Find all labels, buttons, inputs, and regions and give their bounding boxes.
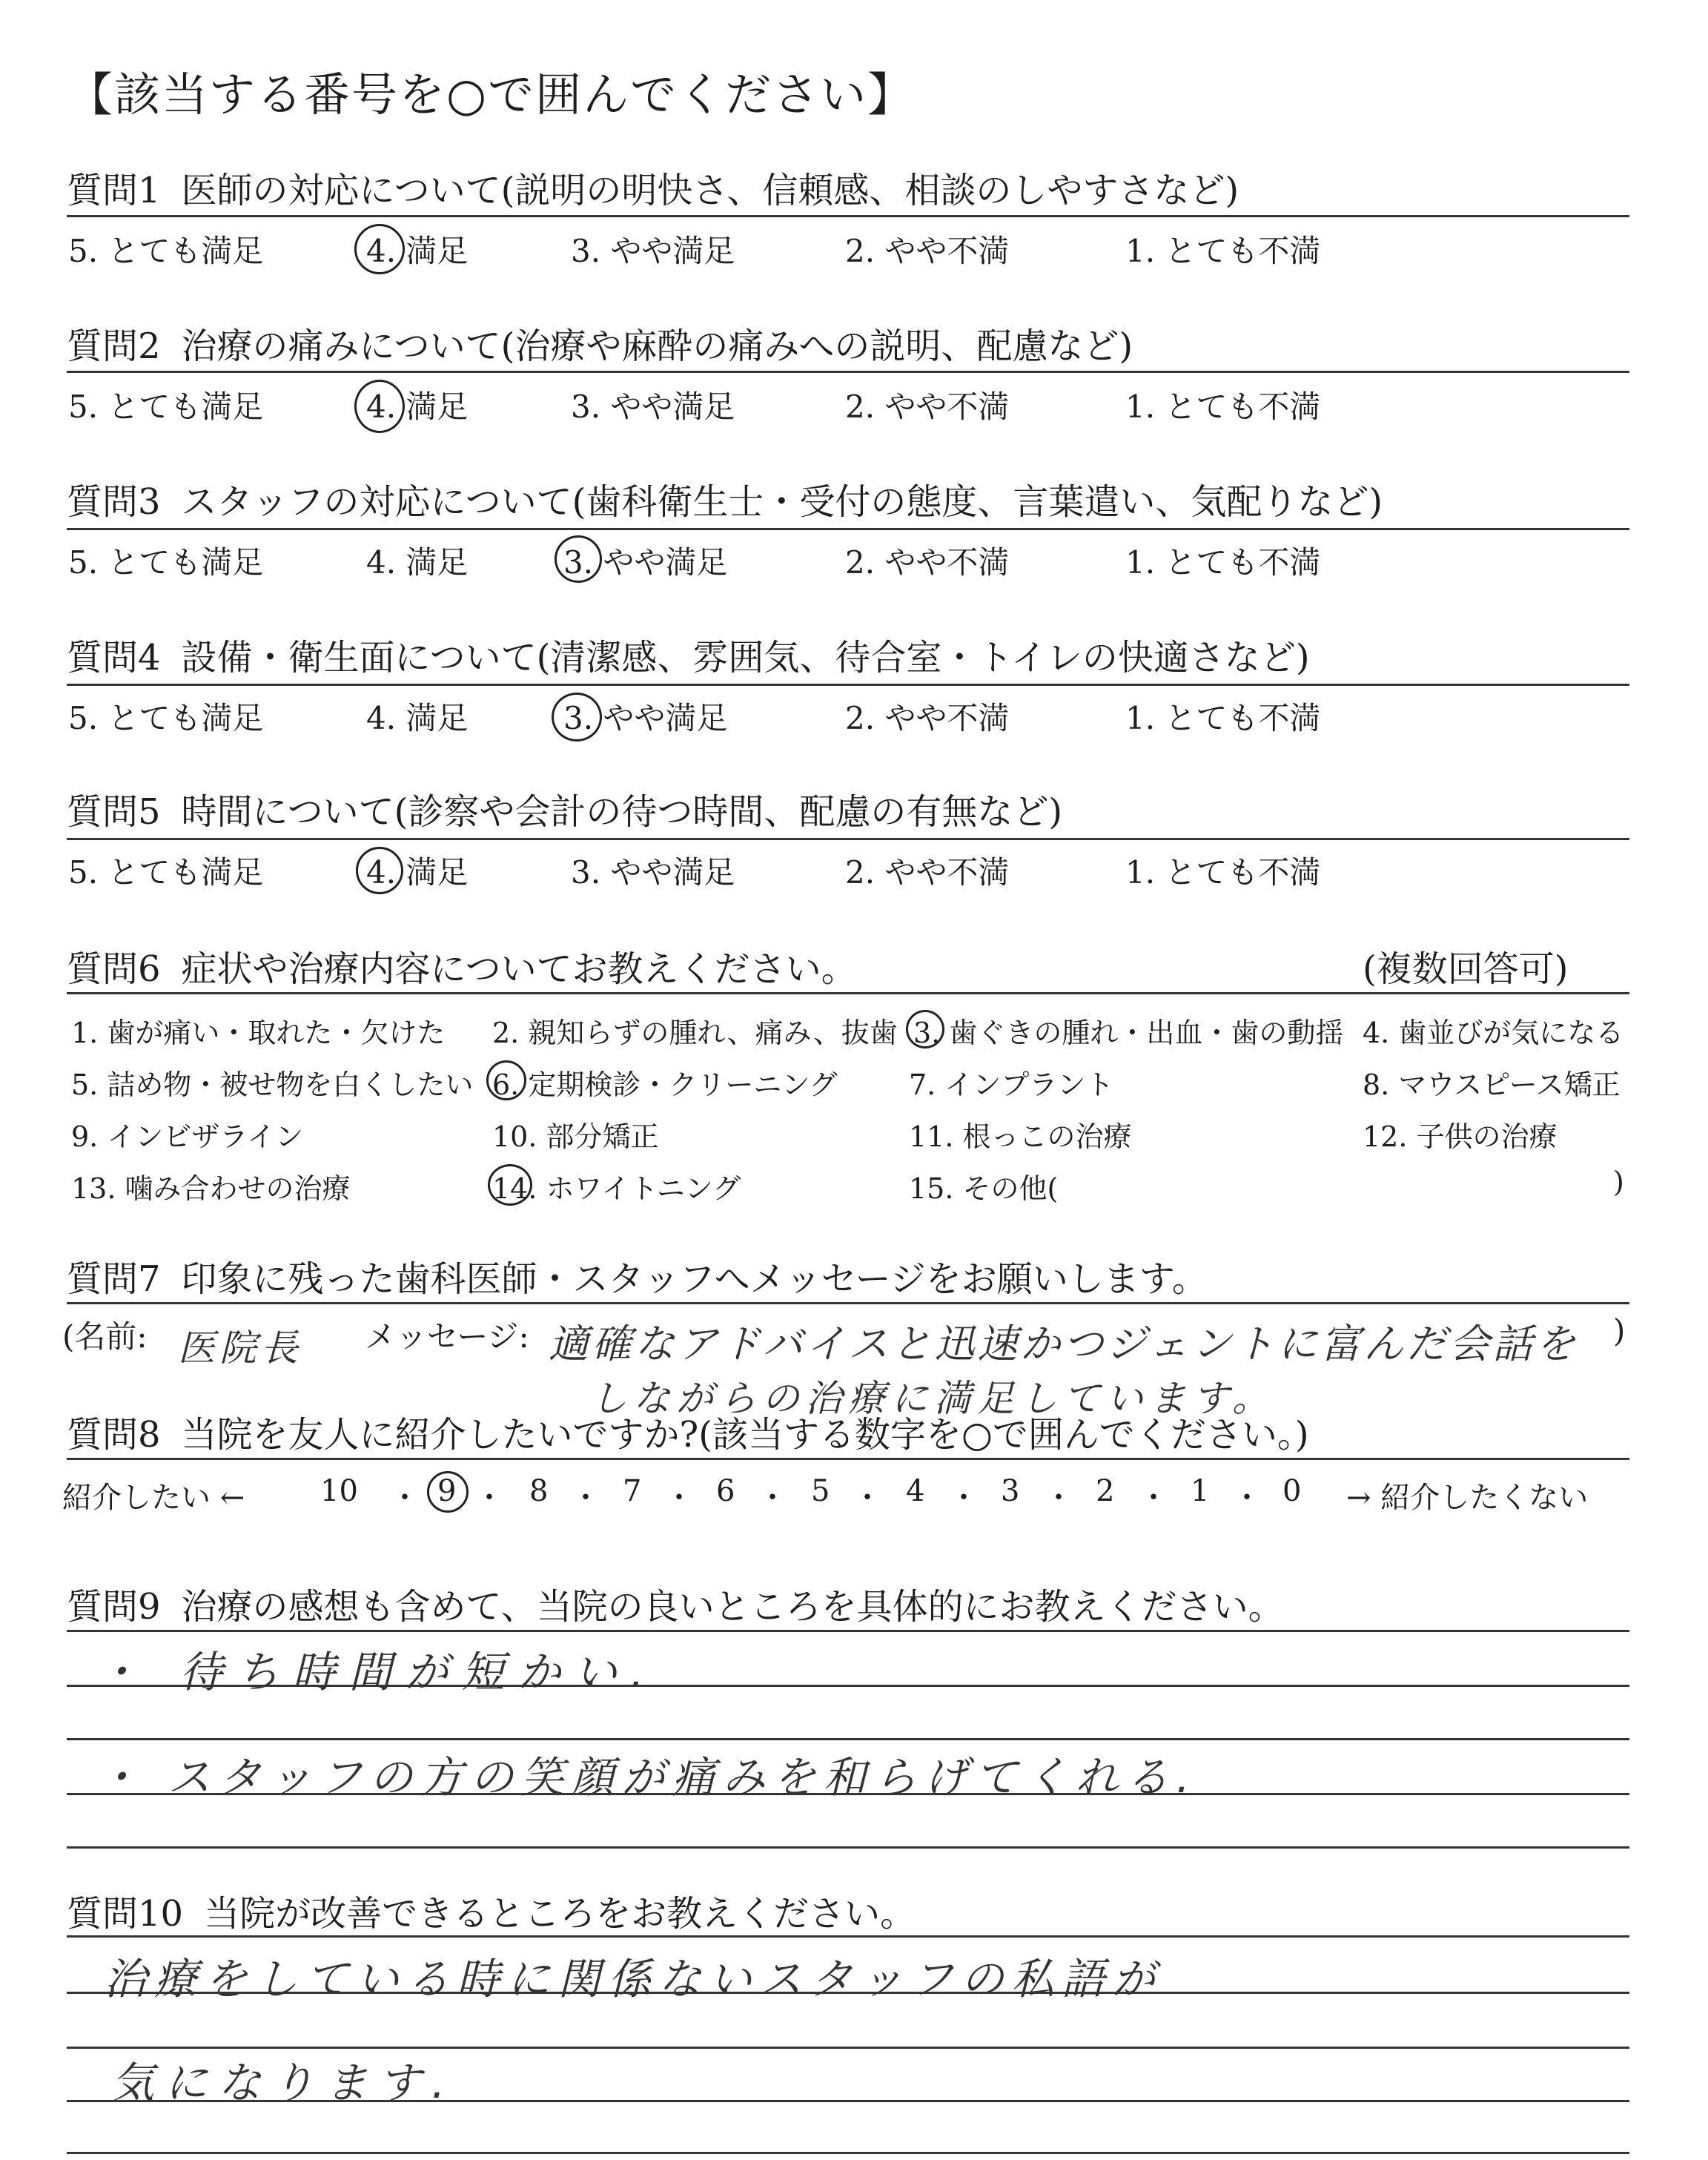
answer-line (67, 1793, 1629, 1795)
q1-option-2[interactable]: 2. やや不満 (845, 233, 1010, 269)
q8-scale-dot: ・ (474, 1481, 504, 1515)
question-4-heading (67, 629, 1310, 680)
q5-option-1[interactable]: 1. とても不満 (1125, 854, 1321, 891)
answer-line (67, 1685, 1629, 1687)
q4-selection-circle (552, 693, 602, 742)
question-4-text: 設備・衛生面について(清潔感、雰囲気、待合室・トイレの快適さなど) (181, 637, 1310, 678)
q9-handwritten-line-1[interactable]: ・ 待ち時間が短かい. (96, 1647, 658, 1697)
question-3-text: スタッフの対応について(歯科衛生士・受付の態度、言葉遣い、気配りなど) (181, 481, 1383, 523)
question-8-number: 質問8 (67, 1414, 161, 1456)
divider (67, 684, 1629, 686)
question-7-text: 印象に残った歯科医師・スタッフへメッセージをお願いします。 (181, 1258, 1208, 1300)
q7-handwritten-name[interactable]: 医院長 (178, 1327, 302, 1370)
question-2-text: 治療の痛みについて(治療や麻酔の痛みへの説明、配慮など) (181, 326, 1133, 367)
divider (67, 838, 1629, 840)
divider (67, 215, 1629, 217)
question-5-text: 時間について(診察や会計の待つ時間、配慮の有無など) (181, 791, 1063, 833)
question-3-number: 質問3 (67, 481, 161, 523)
q8-right-label: → 紹介したくない (1346, 1481, 1589, 1515)
q7-handwritten-message-line-2[interactable]: しながらの治療に満足しています。 (590, 1377, 1275, 1420)
q1-option-4[interactable]: 4. 満足 (366, 233, 469, 269)
question-6-text: 症状や治療内容についてお教えください。 (181, 948, 857, 990)
divider (67, 371, 1629, 373)
answer-line (67, 1630, 1629, 1632)
q5-option-3[interactable]: 3. やや満足 (571, 854, 735, 891)
q6-option-4[interactable]: 4. 歯並びが気になる (1363, 1017, 1624, 1049)
q8-scale-3[interactable]: 3 (1001, 1474, 1020, 1508)
answer-line (67, 1935, 1629, 1938)
q6-option-6-selection-circle (486, 1060, 526, 1100)
q5-option-5[interactable]: 5. とても満足 (68, 854, 264, 891)
question-7-number: 質問7 (67, 1258, 161, 1300)
q2-option-4[interactable]: 4. 満足 (366, 389, 469, 425)
q6-option-3-selection-circle (906, 1010, 944, 1048)
q3-option-3[interactable]: 3. やや満足 (563, 544, 728, 581)
q1-selection-circle (354, 224, 405, 274)
q4-option-5[interactable]: 5. とても満足 (68, 700, 264, 736)
q2-option-2[interactable]: 2. やや不満 (845, 389, 1010, 425)
question-1-text: 医師の対応について(説明の明快さ、信頼感、相談のしやすさなど) (181, 170, 1239, 211)
page-title: 【該当する番号を○で囲んでください】 (67, 67, 916, 122)
question-6-heading (67, 940, 857, 991)
question-9-number: 質問9 (67, 1586, 161, 1628)
q8-left-label: 紹介したい ← (62, 1481, 245, 1515)
question-6-number: 質問6 (67, 948, 161, 990)
q8-scale-dot: ・ (758, 1481, 787, 1515)
q1-option-1[interactable]: 1. とても不満 (1125, 233, 1321, 269)
q10-handwritten-line-1[interactable]: 治療をしている時に関係ないスタッフの私語が (104, 1954, 1163, 2004)
q2-selection-circle (354, 380, 405, 433)
q7-handwritten-message-line-1[interactable]: 適確なアドバイスと迅速かつジェントに富んだ会話を (549, 1321, 1579, 1367)
q6-option-15[interactable]: 15. その他( (909, 1172, 1059, 1205)
q2-option-5[interactable]: 5. とても満足 (68, 389, 264, 425)
q6-option-5[interactable]: 5. 詰め物・被せ物を白くしたい (71, 1069, 474, 1101)
question-10-number: 質問10 (67, 1893, 184, 1935)
q8-scale-dot: ・ (1139, 1481, 1168, 1515)
question-1-number: 質問1 (67, 170, 161, 211)
answer-line (67, 1992, 1629, 1994)
q6-option-14[interactable]: 14. ホワイトニング (492, 1172, 741, 1205)
divider (67, 1302, 1629, 1304)
divider (67, 1458, 1629, 1460)
q8-scale-dot: ・ (853, 1481, 882, 1515)
question-2-number: 質問2 (67, 326, 161, 367)
q4-option-4[interactable]: 4. 満足 (366, 700, 469, 736)
q6-option-2[interactable]: 2. 親知らずの腫れ、痛み、抜歯 (492, 1017, 898, 1049)
q8-scale-dot: ・ (1044, 1481, 1073, 1515)
q8-selection-circle (427, 1471, 469, 1513)
question-10-heading (67, 1885, 916, 1936)
q4-option-2[interactable]: 2. やや不満 (845, 700, 1010, 736)
question-8-heading (67, 1406, 1309, 1457)
q5-option-2[interactable]: 2. やや不満 (845, 854, 1010, 891)
question-2-heading (67, 317, 1133, 369)
q7-message-label: メッセージ: (365, 1318, 529, 1355)
answer-line (67, 2152, 1629, 2154)
q6-option-10[interactable]: 10. 部分矯正 (492, 1120, 659, 1153)
q8-scale-dot: ・ (1232, 1481, 1262, 1515)
q3-selection-circle (555, 535, 602, 583)
divider (67, 528, 1629, 530)
q1-option-3[interactable]: 3. やや満足 (571, 233, 735, 269)
q3-option-2[interactable]: 2. やや不満 (845, 544, 1010, 581)
question-9-text: 治療の感想も含めて、当院の良いところを具体的にお教えください。 (181, 1586, 1284, 1628)
q6-option-7[interactable]: 7. インプラント (909, 1069, 1114, 1101)
q8-scale-10[interactable]: 10 (320, 1474, 358, 1508)
question-7-heading (67, 1250, 1208, 1301)
q6-other-close-paren: ) (1613, 1166, 1624, 1198)
q8-scale-5[interactable]: 5 (811, 1474, 830, 1508)
q8-scale-2[interactable]: 2 (1096, 1474, 1115, 1508)
q2-option-3[interactable]: 3. やや満足 (571, 389, 735, 425)
question-10-text: 当院が改善できるところをお教えください。 (204, 1893, 916, 1935)
question-5-number: 質問5 (67, 791, 161, 833)
q8-scale-9[interactable]: 9 (437, 1474, 457, 1508)
q8-scale-dot: ・ (664, 1481, 694, 1515)
q6-option-8[interactable]: 8. マウスピース矯正 (1363, 1069, 1621, 1101)
q3-option-5[interactable]: 5. とても満足 (68, 544, 264, 581)
q8-scale-dot: ・ (949, 1481, 979, 1515)
question-9-heading (67, 1578, 1284, 1629)
question-5-heading (67, 783, 1062, 834)
q8-scale-dot: ・ (390, 1481, 420, 1515)
q1-option-5[interactable]: 5. とても満足 (68, 233, 264, 269)
q6-option-12[interactable]: 12. 子供の治療 (1363, 1120, 1558, 1153)
question-4-number: 質問4 (67, 637, 161, 678)
answer-line (67, 1846, 1629, 1849)
q9-handwritten-line-2[interactable]: ・ スタッフの方の笑顔が痛みを和らげてくれる. (96, 1752, 1197, 1803)
q4-option-3[interactable]: 3. やや満足 (563, 700, 728, 736)
q10-handwritten-line-2[interactable]: 気になります. (111, 2058, 456, 2108)
q6-option-13[interactable]: 13. 噛み合わせの治療 (71, 1172, 351, 1205)
q8-scale-4[interactable]: 4 (906, 1474, 925, 1508)
q3-option-1[interactable]: 1. とても不満 (1125, 544, 1321, 581)
q6-option-11[interactable]: 11. 根っこの治療 (909, 1120, 1132, 1153)
q6-option-9[interactable]: 9. インビザライン (71, 1120, 304, 1153)
question-3-heading (67, 473, 1383, 524)
q8-scale-0[interactable]: 0 (1282, 1474, 1302, 1508)
answer-line (67, 1738, 1629, 1740)
q8-scale-7[interactable]: 7 (623, 1474, 642, 1508)
q8-scale-8[interactable]: 8 (529, 1474, 549, 1508)
q7-name-label: (名前: (62, 1318, 148, 1355)
q8-scale-1[interactable]: 1 (1191, 1474, 1210, 1508)
q8-scale-6[interactable]: 6 (716, 1474, 735, 1508)
q8-scale-dot: ・ (571, 1481, 600, 1515)
q6-option-6[interactable]: 6. 定期検診・クリーニング (492, 1069, 838, 1101)
q7-close-paren: ) (1613, 1312, 1626, 1349)
divider (67, 992, 1629, 994)
answer-line (67, 2100, 1629, 2102)
q2-option-1[interactable]: 1. とても不満 (1125, 389, 1321, 425)
q5-selection-circle (356, 847, 403, 894)
q4-option-1[interactable]: 1. とても不満 (1125, 700, 1321, 736)
question-8-text: 当院を友人に紹介したいですか?(該当する数字を○で囲んでください。) (181, 1414, 1309, 1456)
question-6-note: (複数回答可) (1363, 948, 1569, 990)
q6-option-14-selection-circle (488, 1164, 532, 1206)
q5-option-4[interactable]: 4. 満足 (366, 854, 469, 891)
question-1-heading (67, 162, 1239, 213)
q3-option-4[interactable]: 4. 満足 (366, 544, 469, 581)
q6-option-1[interactable]: 1. 歯が痛い・取れた・欠けた (71, 1017, 446, 1049)
q6-option-3[interactable]: 3. 歯ぐきの腫れ・出血・歯の動揺 (913, 1017, 1344, 1049)
